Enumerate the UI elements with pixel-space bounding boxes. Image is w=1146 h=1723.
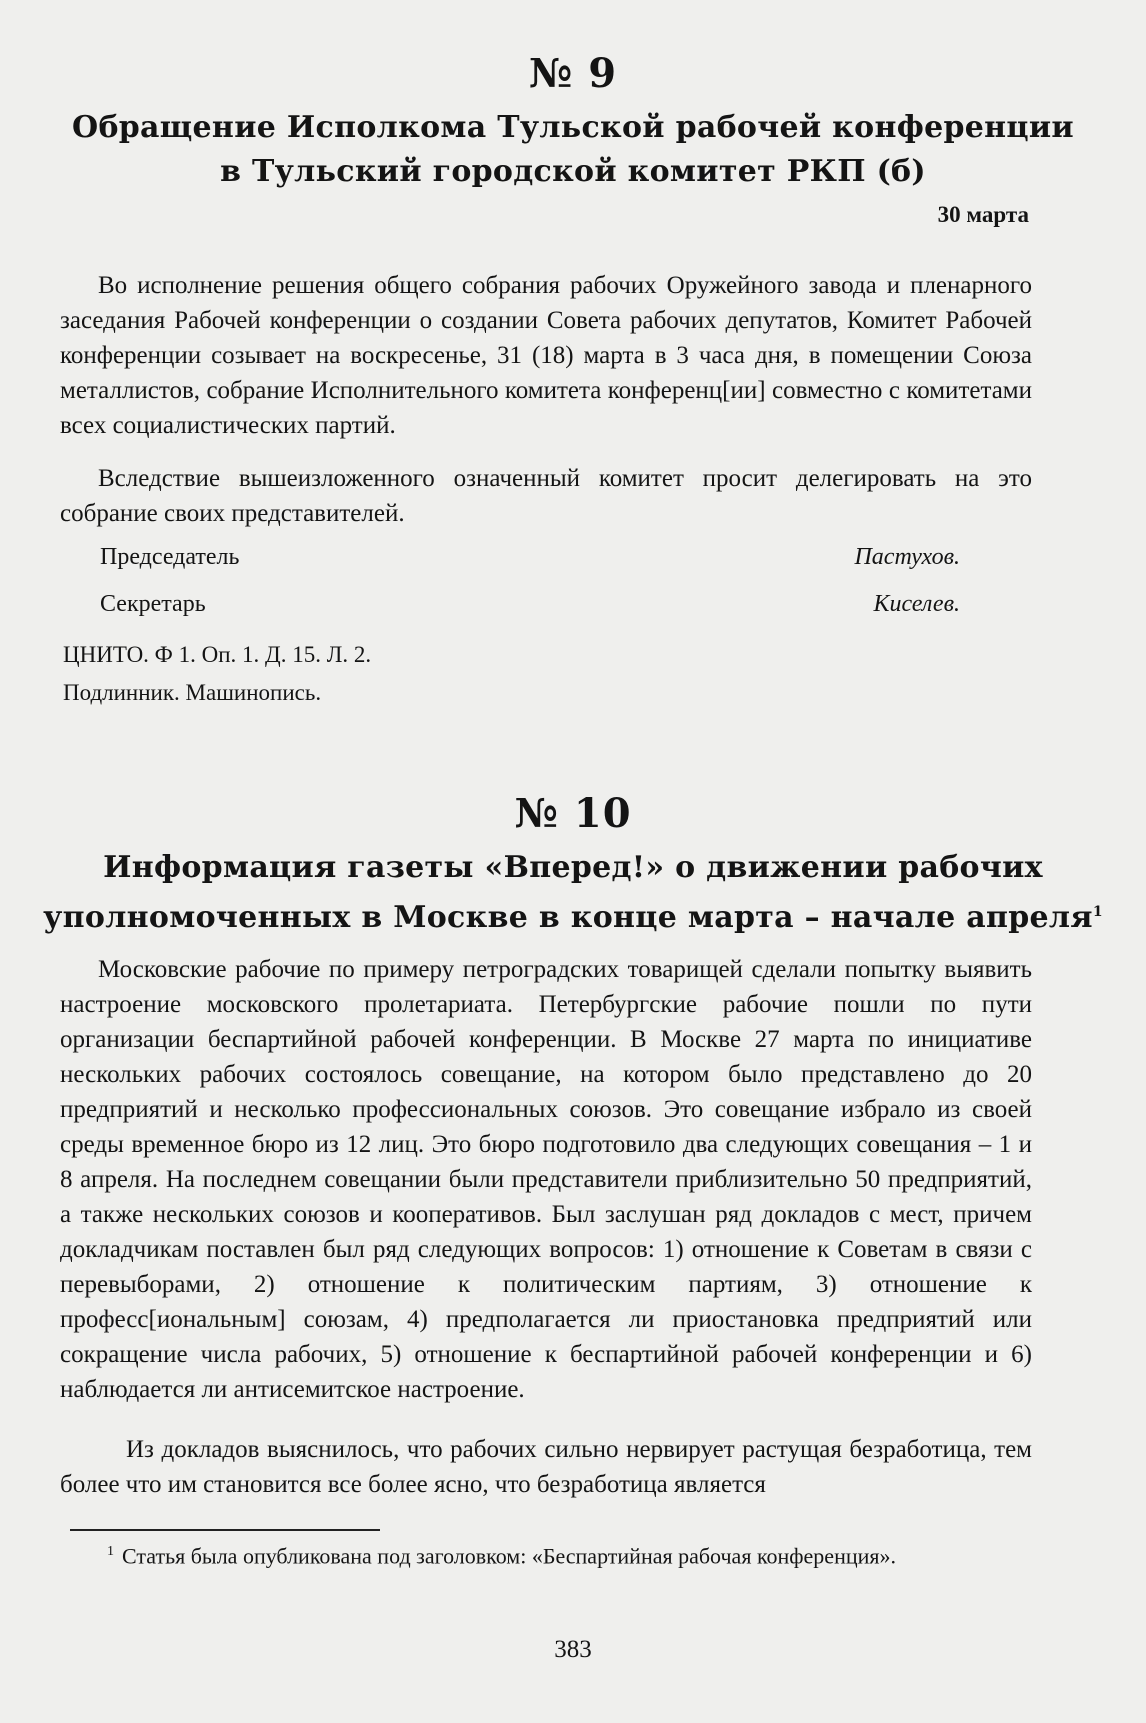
chair-label: Председатель [100,544,240,570]
footnote-text: Статья была опубликована под заголовком: «Беспартийная рабочая конференция». [122,1543,897,1569]
doc10-title-line2-text: уполномоченных в Москве в конце марта – начале апреля [43,900,1093,935]
doc9-paragraph-2: Вследствие вышеизложенного означенный комитет просит делегировать на это собрание своих представителей. [60,465,1032,527]
doc10-number: № 10 [514,790,632,837]
doc9-title-line2: в Тульский городской комитет РКП (б) [220,154,926,189]
doc10-paragraph-1: Московские рабочие по примеру петроградских товарищей сделали попытку выявить настроение московского пролетариата. Петербургские рабочие пошли по пути организации беспартийной рабочей конференции. В Москве 27 марта по инициативе нескольких рабочих состоялось совещание, на котором было представлено до 20 предприятий и несколько профессиональных союзов. Это совещание избрало из своей среды временное бюро из 12 лиц. Это бюро подготовило два следующих совещания – 1 и 8 апреля. На последнем совещании были представители приблизительно 50 предприятий, а также нескольких союзов и кооперативов. Был заслушан ряд докладов с мест, причем докладчикам поставлен был ряд следующих вопросов: 1) отношение к Советам в связи с перевыборами, 2) отношение к политическим партиям, 3) отношение к професс[иональным] союзам, 4) предполагается ли приостановка предприятий или сокращение числа рабочих, 5) отношение к беспартийной рабочей конференции и 6) наблюдается ли антисемитское настроение. [60,956,1032,1403]
doc9-chair-signature [100,544,960,578]
doc9-number: № 9 [528,50,618,97]
doc9-archive-ref: ЦНИТО. Ф 1. Оп. 1. Д. 15. Л. 2. [63,642,372,667]
secretary-label: Секретарь [100,591,206,617]
doc9-date: 30 марта [937,202,1029,227]
doc9-paragraph-1: Во исполнение решения общего собрания рабочих Оружейного завода и пленарного заседания Рабочей конференции о создании Совета рабочих депутатов, Комитет Рабочей конференции созывает на воскресенье, 31 (18) марта в 3 часа дня, в помещении Союза металлистов, собрание Исполнительного комитета конференц[ии] совместно с комитетами всех социалистических партий. [60,272,1032,439]
footnote-marker: 1 [1092,904,1103,920]
chair-name: Пастухов. [854,544,960,570]
page-number: 383 [554,1636,592,1663]
doc9-source-note: Подлинник. Машинопись. [63,680,322,705]
doc10-title-line1: Информация газеты «Вперед!» о движении рабочих [103,850,1043,885]
footnote-mark: 1 [107,1544,114,1559]
doc9-title [40,106,1106,194]
doc10-title-line2 [40,890,1106,940]
footnote-divider [70,1529,380,1531]
footnote [68,1536,1040,1571]
doc9-secretary-signature [100,591,960,625]
secretary-name: Киселев. [873,591,960,617]
doc10-paragraph-2: Из докладов выяснилось, что рабочих сильно нервирует растущая безработица, тем более что им становится все более ясно, что безработица является [60,1436,1032,1498]
doc10-title [40,846,1106,940]
doc9-title-line1: Обращение Исполкома Тульской рабочей конференции [72,110,1074,145]
